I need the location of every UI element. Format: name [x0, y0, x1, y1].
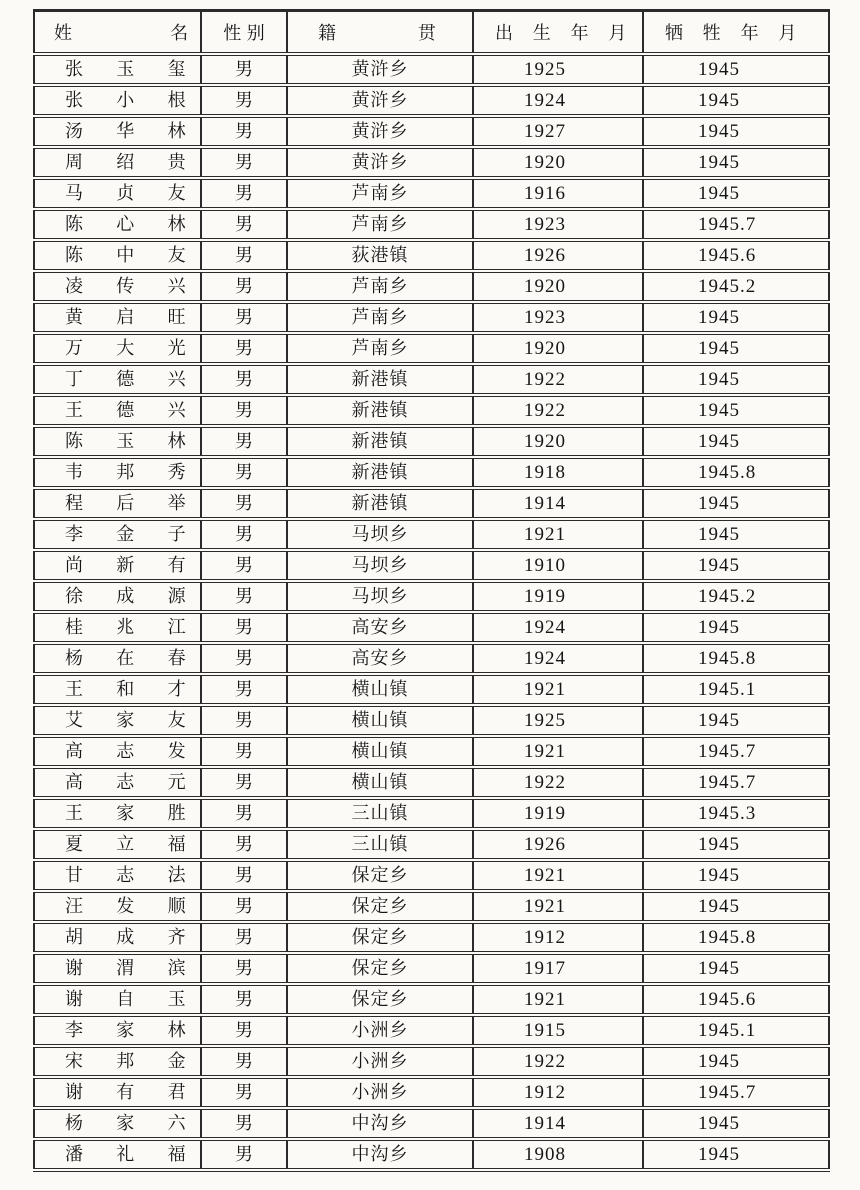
- name-cell: 周 绍 贵: [34, 147, 201, 178]
- native-place-cell: 新港镇: [287, 426, 473, 457]
- native-place-cell: 横山镇: [287, 736, 473, 767]
- table-row: [34, 85, 829, 116]
- birth-year-cell: 1912: [473, 1077, 643, 1108]
- birth-year-cell: 1917: [473, 953, 643, 984]
- death-year-cell: 1945.3: [643, 798, 829, 829]
- native-place-cell: 黄浒乡: [287, 116, 473, 147]
- death-year-cell: 1945: [643, 1139, 829, 1170]
- name-cell: 李 金 子: [34, 519, 201, 550]
- table-row: [34, 953, 829, 984]
- native-place-cell: 芦南乡: [287, 178, 473, 209]
- martyrs-roster-table: [33, 9, 830, 1172]
- gender-cell: 男: [201, 302, 287, 333]
- table-row: [34, 457, 829, 488]
- native-place-cell: 黄浒乡: [287, 54, 473, 85]
- gender-cell: 男: [201, 581, 287, 612]
- birth-year-cell: 1922: [473, 1046, 643, 1077]
- name-cell: 甘 志 法: [34, 860, 201, 891]
- name-cell: 王 和 才: [34, 674, 201, 705]
- gender-cell: 男: [201, 178, 287, 209]
- gender-cell: 男: [201, 426, 287, 457]
- death-year-cell: 1945: [643, 395, 829, 426]
- table-row: [34, 209, 829, 240]
- death-year-cell: 1945.2: [643, 271, 829, 302]
- table-row: [34, 860, 829, 891]
- name-cell: 夏 立 福: [34, 829, 201, 860]
- table-row: [34, 302, 829, 333]
- native-place-cell: 新港镇: [287, 364, 473, 395]
- gender-cell: 男: [201, 395, 287, 426]
- birth-year-cell: 1919: [473, 798, 643, 829]
- gender-cell: 男: [201, 209, 287, 240]
- native-place-cell: 横山镇: [287, 767, 473, 798]
- name-cell: 艾 家 友: [34, 705, 201, 736]
- native-place-cell: 黄浒乡: [287, 147, 473, 178]
- table-row: [34, 271, 829, 302]
- table-row: [34, 54, 829, 85]
- name-cell: 宋 邦 金: [34, 1046, 201, 1077]
- table-row: [34, 116, 829, 147]
- gender-cell: 男: [201, 767, 287, 798]
- table-row: [34, 922, 829, 953]
- death-year-cell: 1945.8: [643, 457, 829, 488]
- table-row: [34, 984, 829, 1015]
- birth-year-cell: 1921: [473, 519, 643, 550]
- native-place-cell: 中沟乡: [287, 1108, 473, 1139]
- gender-cell: 男: [201, 643, 287, 674]
- death-year-cell: 1945: [643, 891, 829, 922]
- gender-cell: 男: [201, 1046, 287, 1077]
- birth-year-cell: 1921: [473, 674, 643, 705]
- name-cell: 杨 家 六: [34, 1108, 201, 1139]
- birth-year-cell: 1920: [473, 333, 643, 364]
- name-cell: 谢 自 玉: [34, 984, 201, 1015]
- birth-year-cell: 1919: [473, 581, 643, 612]
- native-place-cell: 三山镇: [287, 798, 473, 829]
- table-row: [34, 333, 829, 364]
- name-cell: 汪 发 顺: [34, 891, 201, 922]
- birth-year-cell: 1921: [473, 736, 643, 767]
- native-place-cell: 芦南乡: [287, 271, 473, 302]
- death-year-cell: 1945: [643, 1108, 829, 1139]
- name-cell: 汤 华 林: [34, 116, 201, 147]
- gender-cell: 男: [201, 1139, 287, 1170]
- table-row: [34, 1077, 829, 1108]
- birth-year-cell: 1924: [473, 643, 643, 674]
- native-place-cell: 横山镇: [287, 674, 473, 705]
- native-place-cell: 保定乡: [287, 922, 473, 953]
- name-cell: 胡 成 齐: [34, 922, 201, 953]
- birth-year-cell: 1920: [473, 271, 643, 302]
- gender-cell: 男: [201, 519, 287, 550]
- name-cell: 陈 玉 林: [34, 426, 201, 457]
- gender-cell: 男: [201, 798, 287, 829]
- table-row: [34, 147, 829, 178]
- birth-year-cell: 1922: [473, 767, 643, 798]
- gender-cell: 男: [201, 85, 287, 116]
- native-place-cell: 小洲乡: [287, 1046, 473, 1077]
- gender-cell: 男: [201, 922, 287, 953]
- death-year-cell: 1945: [643, 85, 829, 116]
- death-year-cell: 1945: [643, 116, 829, 147]
- name-cell: 高 志 发: [34, 736, 201, 767]
- gender-cell: 男: [201, 829, 287, 860]
- gender-cell: 男: [201, 333, 287, 364]
- name-cell: 王 家 胜: [34, 798, 201, 829]
- death-year-cell: 1945.8: [643, 643, 829, 674]
- table-row: [34, 829, 829, 860]
- gender-cell: 男: [201, 550, 287, 581]
- birth-year-cell: 1914: [473, 488, 643, 519]
- gender-cell: 男: [201, 1015, 287, 1046]
- birth-year-cell: 1922: [473, 364, 643, 395]
- name-cell: 谢 有 君: [34, 1077, 201, 1108]
- name-cell: 陈 中 友: [34, 240, 201, 271]
- birth-year-cell: 1925: [473, 705, 643, 736]
- death-year-cell: 1945: [643, 302, 829, 333]
- name-cell: 徐 成 源: [34, 581, 201, 612]
- native-place-cell: 马坝乡: [287, 550, 473, 581]
- header-native-place: 籍 贯: [287, 11, 473, 55]
- native-place-cell: 高安乡: [287, 612, 473, 643]
- death-year-cell: 1945.6: [643, 984, 829, 1015]
- gender-cell: 男: [201, 271, 287, 302]
- native-place-cell: 高安乡: [287, 643, 473, 674]
- table-row: [34, 426, 829, 457]
- death-year-cell: 1945: [643, 178, 829, 209]
- birth-year-cell: 1921: [473, 891, 643, 922]
- death-year-cell: 1945.1: [643, 674, 829, 705]
- header-birth-date: 出 生 年 月: [473, 11, 643, 55]
- birth-year-cell: 1912: [473, 922, 643, 953]
- native-place-cell: 小洲乡: [287, 1077, 473, 1108]
- native-place-cell: 芦南乡: [287, 333, 473, 364]
- death-year-cell: 1945: [643, 333, 829, 364]
- death-year-cell: 1945: [643, 54, 829, 85]
- death-year-cell: 1945: [643, 147, 829, 178]
- gender-cell: 男: [201, 674, 287, 705]
- table-row: [34, 178, 829, 209]
- death-year-cell: 1945: [643, 612, 829, 643]
- table-row: [34, 674, 829, 705]
- native-place-cell: 三山镇: [287, 829, 473, 860]
- native-place-cell: 保定乡: [287, 953, 473, 984]
- birth-year-cell: 1922: [473, 395, 643, 426]
- table-row: [34, 395, 829, 426]
- name-cell: 王 德 兴: [34, 395, 201, 426]
- native-place-cell: 保定乡: [287, 860, 473, 891]
- gender-cell: 男: [201, 147, 287, 178]
- gender-cell: 男: [201, 736, 287, 767]
- table-row: [34, 767, 829, 798]
- birth-year-cell: 1916: [473, 178, 643, 209]
- native-place-cell: 芦南乡: [287, 209, 473, 240]
- birth-year-cell: 1921: [473, 984, 643, 1015]
- death-year-cell: 1945: [643, 705, 829, 736]
- table-row: [34, 643, 829, 674]
- name-cell: 程 后 举: [34, 488, 201, 519]
- native-place-cell: 保定乡: [287, 891, 473, 922]
- death-year-cell: 1945: [643, 829, 829, 860]
- name-cell: 张 小 根: [34, 85, 201, 116]
- table-row: [34, 736, 829, 767]
- gender-cell: 男: [201, 488, 287, 519]
- birth-year-cell: 1915: [473, 1015, 643, 1046]
- table-row: [34, 798, 829, 829]
- death-year-cell: 1945.7: [643, 767, 829, 798]
- birth-year-cell: 1924: [473, 85, 643, 116]
- native-place-cell: 芦南乡: [287, 302, 473, 333]
- death-year-cell: 1945: [643, 860, 829, 891]
- table-row: [34, 1015, 829, 1046]
- table-row: [34, 891, 829, 922]
- death-year-cell: 1945.7: [643, 209, 829, 240]
- gender-cell: 男: [201, 705, 287, 736]
- death-year-cell: 1945: [643, 519, 829, 550]
- birth-year-cell: 1918: [473, 457, 643, 488]
- gender-cell: 男: [201, 240, 287, 271]
- name-cell: 潘 礼 福: [34, 1139, 201, 1170]
- birth-year-cell: 1926: [473, 829, 643, 860]
- birth-year-cell: 1920: [473, 426, 643, 457]
- gender-cell: 男: [201, 364, 287, 395]
- native-place-cell: 横山镇: [287, 705, 473, 736]
- birth-year-cell: 1920: [473, 147, 643, 178]
- death-year-cell: 1945: [643, 953, 829, 984]
- table-row: [34, 240, 829, 271]
- gender-cell: 男: [201, 984, 287, 1015]
- name-cell: 杨 在 春: [34, 643, 201, 674]
- birth-year-cell: 1923: [473, 209, 643, 240]
- gender-cell: 男: [201, 457, 287, 488]
- table-row: [34, 1108, 829, 1139]
- birth-year-cell: 1908: [473, 1139, 643, 1170]
- death-year-cell: 1945.1: [643, 1015, 829, 1046]
- gender-cell: 男: [201, 891, 287, 922]
- gender-cell: 男: [201, 953, 287, 984]
- table-row: [34, 488, 829, 519]
- name-cell: 李 家 林: [34, 1015, 201, 1046]
- table-row: [34, 1139, 829, 1170]
- name-cell: 凌 传 兴: [34, 271, 201, 302]
- header-death-date: 牺 牲 年 月: [643, 11, 829, 55]
- table-row: [34, 519, 829, 550]
- table-row: [34, 705, 829, 736]
- name-cell: 马 贞 友: [34, 178, 201, 209]
- death-year-cell: 1945.7: [643, 736, 829, 767]
- gender-cell: 男: [201, 1077, 287, 1108]
- name-cell: 黄 启 旺: [34, 302, 201, 333]
- name-cell: 谢 渭 滨: [34, 953, 201, 984]
- header-gender: 性 别: [201, 11, 287, 55]
- table-row: [34, 581, 829, 612]
- name-cell: 高 志 元: [34, 767, 201, 798]
- death-year-cell: 1945: [643, 550, 829, 581]
- name-cell: 张 玉 玺: [34, 54, 201, 85]
- birth-year-cell: 1914: [473, 1108, 643, 1139]
- table-row: [34, 364, 829, 395]
- death-year-cell: 1945: [643, 426, 829, 457]
- native-place-cell: 荻港镇: [287, 240, 473, 271]
- death-year-cell: 1945.8: [643, 922, 829, 953]
- name-cell: 丁 德 兴: [34, 364, 201, 395]
- birth-year-cell: 1910: [473, 550, 643, 581]
- native-place-cell: 马坝乡: [287, 519, 473, 550]
- death-year-cell: 1945: [643, 364, 829, 395]
- native-place-cell: 新港镇: [287, 488, 473, 519]
- name-cell: 陈 心 林: [34, 209, 201, 240]
- name-cell: 万 大 光: [34, 333, 201, 364]
- death-year-cell: 1945.6: [643, 240, 829, 271]
- birth-year-cell: 1926: [473, 240, 643, 271]
- native-place-cell: 小洲乡: [287, 1015, 473, 1046]
- name-cell: 尚 新 有: [34, 550, 201, 581]
- birth-year-cell: 1923: [473, 302, 643, 333]
- birth-year-cell: 1925: [473, 54, 643, 85]
- native-place-cell: 保定乡: [287, 984, 473, 1015]
- header-name: 姓 名: [34, 11, 201, 55]
- table-row: [34, 550, 829, 581]
- gender-cell: 男: [201, 1108, 287, 1139]
- native-place-cell: 马坝乡: [287, 581, 473, 612]
- gender-cell: 男: [201, 116, 287, 147]
- gender-cell: 男: [201, 612, 287, 643]
- death-year-cell: 1945: [643, 1046, 829, 1077]
- death-year-cell: 1945: [643, 488, 829, 519]
- death-year-cell: 1945.7: [643, 1077, 829, 1108]
- death-year-cell: 1945.2: [643, 581, 829, 612]
- birth-year-cell: 1924: [473, 612, 643, 643]
- native-place-cell: 新港镇: [287, 457, 473, 488]
- birth-year-cell: 1927: [473, 116, 643, 147]
- birth-year-cell: 1921: [473, 860, 643, 891]
- table-row: [34, 612, 829, 643]
- name-cell: 桂 兆 江: [34, 612, 201, 643]
- table-body: [34, 54, 829, 1170]
- header-row: [34, 11, 829, 55]
- gender-cell: 男: [201, 54, 287, 85]
- native-place-cell: 新港镇: [287, 395, 473, 426]
- table-row: [34, 1046, 829, 1077]
- name-cell: 韦 邦 秀: [34, 457, 201, 488]
- native-place-cell: 黄浒乡: [287, 85, 473, 116]
- gender-cell: 男: [201, 860, 287, 891]
- native-place-cell: 中沟乡: [287, 1139, 473, 1170]
